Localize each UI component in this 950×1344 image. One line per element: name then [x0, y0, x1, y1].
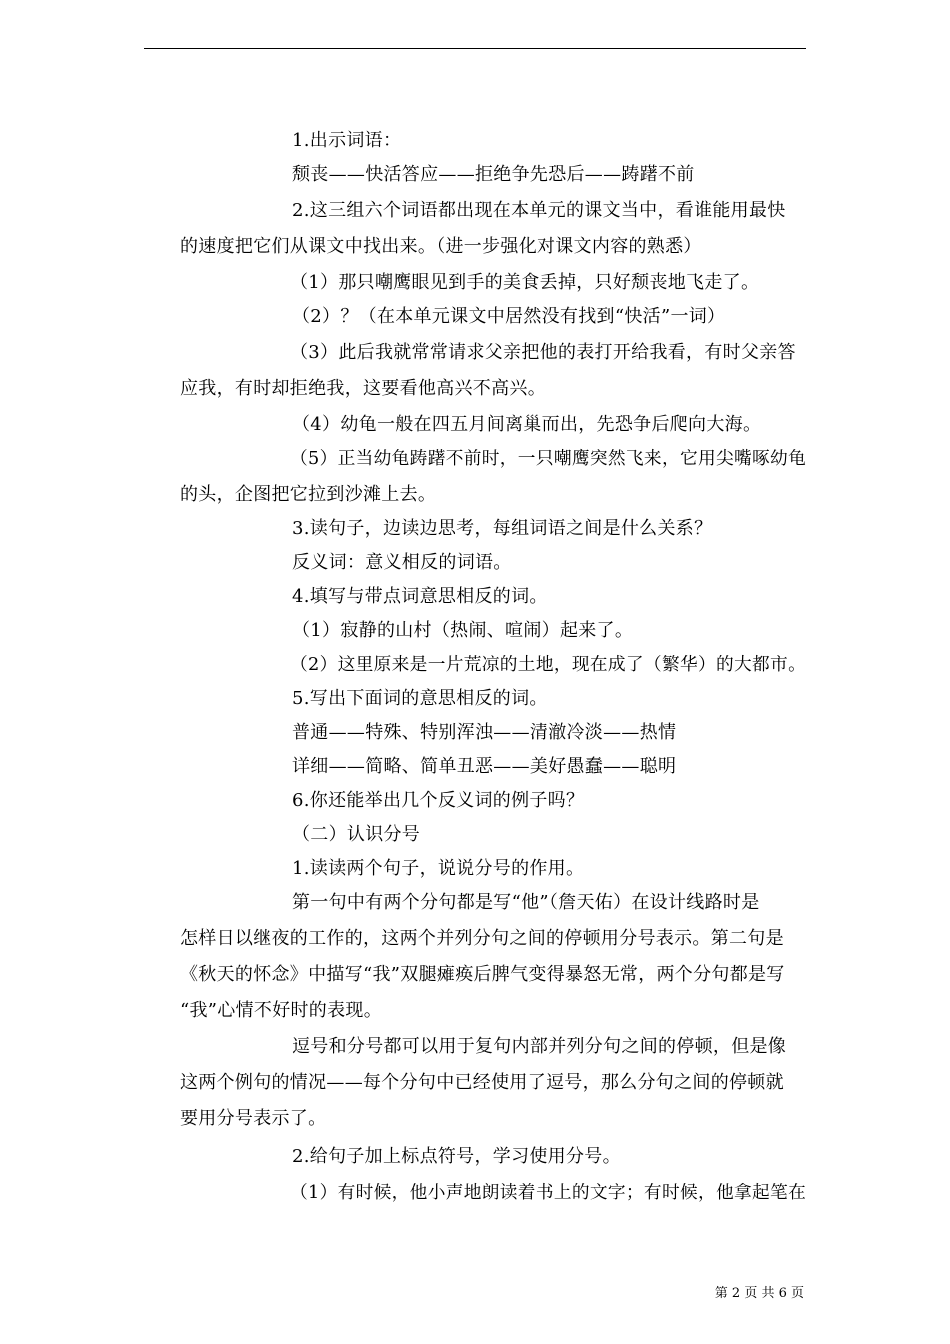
text-line: 5.写出下面词的意思相反的词。 — [292, 688, 548, 709]
text-line: 2.给句子加上标点符号，学习使用分号。 — [292, 1146, 621, 1167]
text-line: 《秋天的怀念》中描写“我”双腿瘫痪后脾气变得暴怒无常，两个分句都是写 — [180, 964, 785, 985]
text-line: 2.这三组六个词语都出现在本单元的课文当中，看谁能用最快 — [292, 200, 786, 221]
text-line: 4.填写与带点词意思相反的词。 — [292, 586, 548, 607]
text-line: 逗号和分号都可以用于复句内部并列分句之间的停顿，但是像 — [292, 1036, 787, 1057]
text-line: （1）寂静的山村（热闹、喧闹）起来了。 — [292, 620, 634, 641]
text-line: 详细——简略、简单丑恶——美好愚蠢——聪明 — [292, 756, 677, 777]
text-line: 反义词：意义相反的词语。 — [292, 552, 512, 573]
text-line: 1.出示词语： — [292, 130, 402, 151]
section-heading: （二）认识分号 — [292, 824, 421, 845]
text-line: 6.你还能举出几个反义词的例子吗？ — [292, 790, 585, 811]
text-line: 第一句中有两个分句都是写“他”（詹天佑）在设计线路时是 — [292, 892, 760, 913]
text-line: 应我，有时却拒绝我，这要看他高兴不高兴。 — [180, 378, 546, 399]
text-line: 的头，企图把它拉到沙滩上去。 — [180, 484, 437, 505]
text-line: （5）正当幼龟踌躇不前时，一只嘲鹰突然飞来，它用尖嘴啄幼龟 — [290, 449, 807, 469]
text-line: 这两个例句的情况——每个分句中已经使用了逗号，那么分句之间的停顿就 — [180, 1072, 784, 1093]
text-line: （2）这里原来是一片荒凉的土地，现在成了（繁华）的大都市。 — [290, 655, 807, 675]
text-line: （4）幼龟一般在四五月间离巢而出，先恐争后爬向大海。 — [292, 414, 762, 435]
text-line: 1.读读两个句子，说说分号的作用。 — [292, 858, 585, 879]
text-line: （1）那只嘲鹰眼见到手的美食丢掉，只好颓丧地飞走了。 — [290, 272, 760, 293]
text-line: 3.读句子，边读边思考，每组词语之间是什么关系？ — [292, 518, 713, 539]
text-line: （2）？（在本单元课文中居然没有找到“快活”一词） — [292, 306, 726, 327]
text-line: （3）此后我就常常请求父亲把他的表打开给我看，有时父亲答 — [290, 342, 796, 363]
text-line: 怎样日以继夜的工作的，这两个并列分句之间的停顿用分号表示。第二句是 — [180, 928, 784, 949]
text-line: 普通——特殊、特别浑浊——清澈冷淡——热情 — [292, 722, 677, 743]
text-line: “我”心情不好时的表现。 — [180, 1000, 383, 1021]
text-line: （1）有时候，他小声地朗读着书上的文字；有时候，他拿起笔在 — [290, 1183, 807, 1203]
text-line: 要用分号表示了。 — [180, 1108, 327, 1129]
text-line: 的速度把它们从课文中找出来。（进一步强化对课文内容的熟悉） — [180, 236, 702, 257]
page-number-footer: 第 2 页 共 6 页 — [714, 1286, 804, 1301]
text-line: 颓丧——快活答应——拒绝争先恐后——踌躇不前 — [292, 164, 695, 185]
